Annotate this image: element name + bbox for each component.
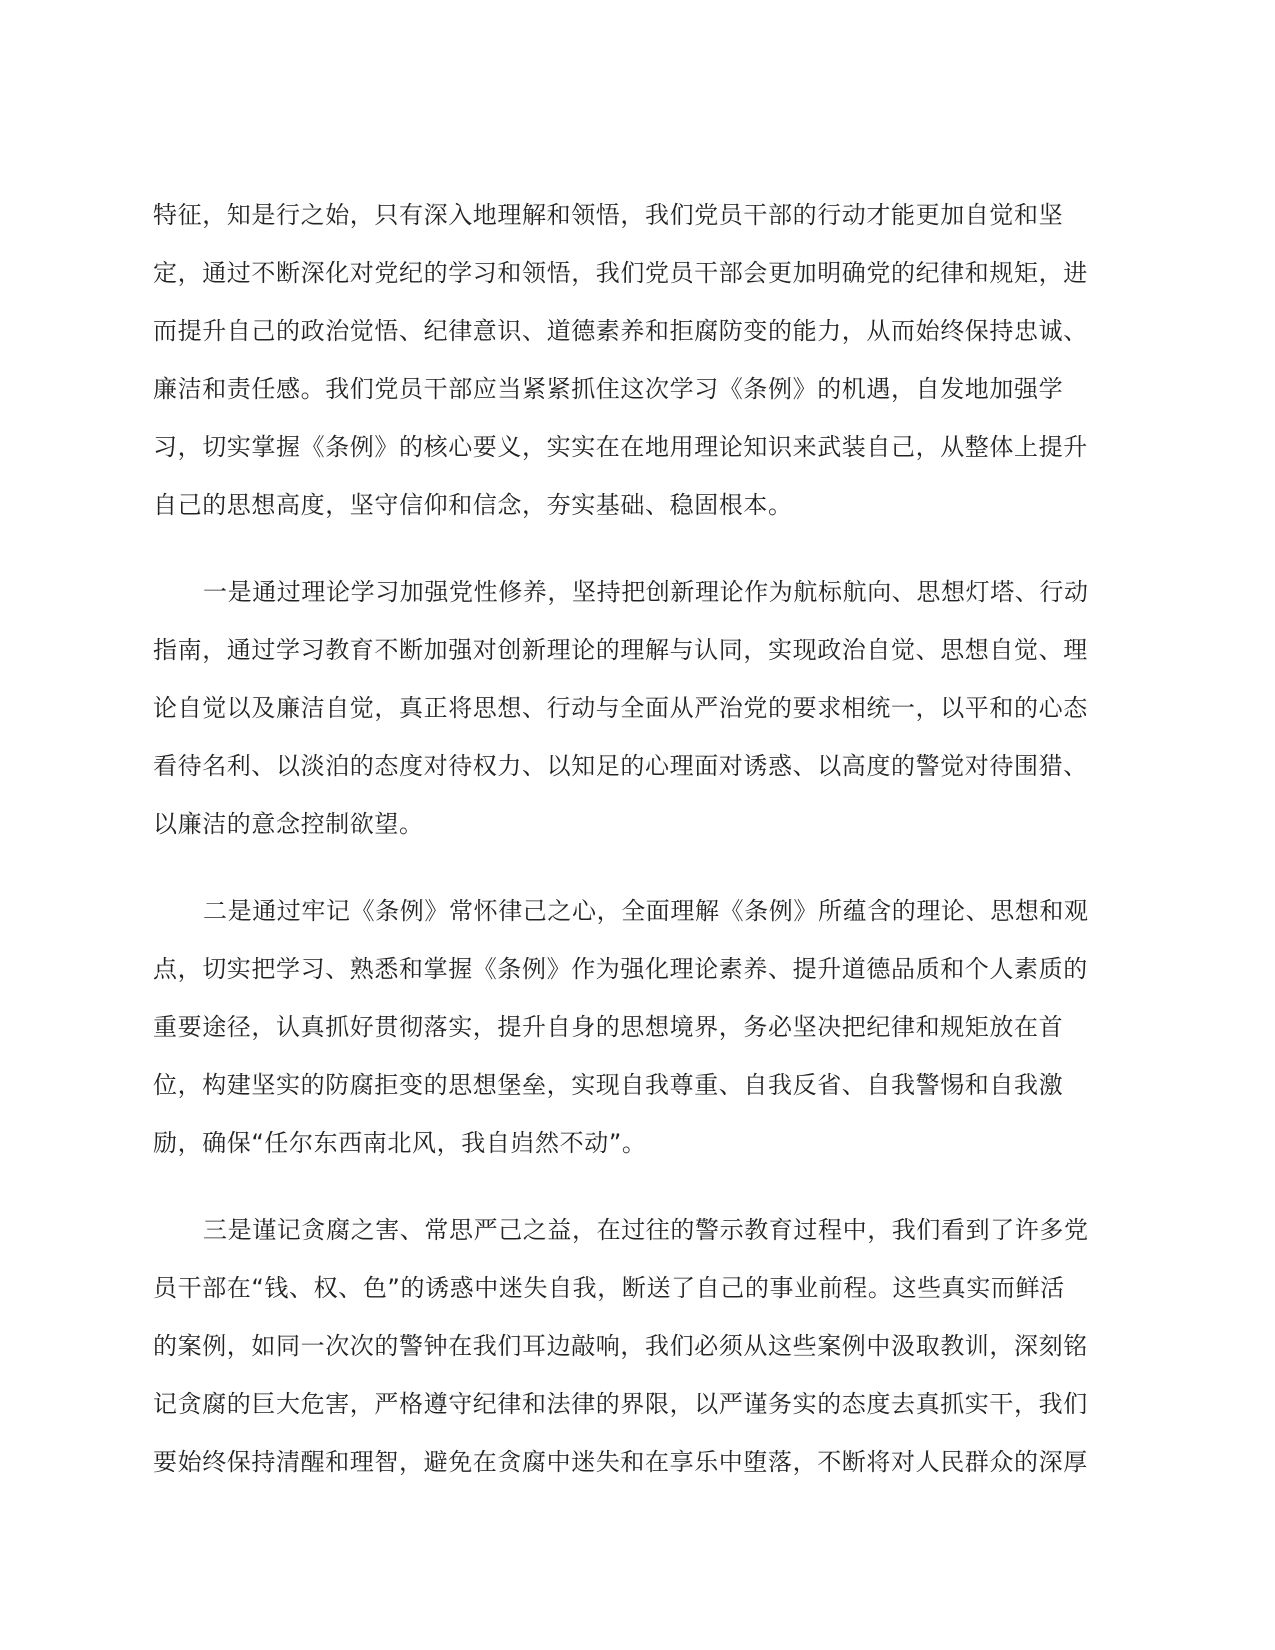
text-line: 指南，通过学习教育不断加强对创新理论的理解与认同，实现政治自觉、思想自觉、理: [153, 636, 1088, 664]
text-line: 特征，知是行之始，只有深入地理解和领悟，我们党员干部的行动才能更加自觉和坚: [153, 201, 1064, 229]
text-line: 习，切实掌握《条例》的核心要义，实实在在地用理论知识来武装自己，从整体上提升: [153, 433, 1088, 461]
text-line: 而提升自己的政治觉悟、纪律意识、道德素养和拒腐防变的能力，从而始终保持忠诚、: [153, 317, 1088, 345]
text-line: 廉洁和责任感。我们党员干部应当紧紧抓住这次学习《条例》的机遇，自发地加强学: [153, 375, 1064, 403]
text-line: 看待名利、以淡泊的态度对待权力、以知足的心理面对诱惑、以高度的警觉对待围猎、: [153, 752, 1088, 780]
paragraph-point-three: [153, 1201, 1113, 1491]
text-line: 以廉洁的意念控制欲望。: [153, 810, 424, 838]
text-line: 励，确保“任尔东西南北风，我自岿然不动”。: [153, 1129, 647, 1157]
paragraph-intro: [153, 186, 1113, 534]
text-line: 二是通过牢记《条例》常怀律己之心，全面理解《条例》所蕴含的理论、思想和观: [203, 897, 1089, 925]
text-line: 论自觉以及廉洁自觉，真正将思想、行动与全面从严治党的要求相统一，以平和的心态: [153, 694, 1088, 722]
text-line: 自己的思想高度，坚守信仰和信念，夯实基础、稳固根本。: [153, 491, 793, 519]
text-line: 点，切实把学习、熟悉和掌握《条例》作为强化理论素养、提升道德品质和个人素质的: [153, 955, 1088, 983]
paragraph-point-two: [153, 882, 1113, 1172]
text-line: 三是谨记贪腐之害、常思严己之益，在过往的警示教育过程中，我们看到了许多党: [203, 1216, 1089, 1244]
text-line: 员干部在“钱、权、色”的诱惑中迷失自我，断送了自己的事业前程。这些真实而鲜活: [153, 1274, 1065, 1302]
text-line: 要始终保持清醒和理智，避免在贪腐中迷失和在享乐中堕落，不断将对人民群众的深厚: [153, 1448, 1088, 1476]
text-line: 一是通过理论学习加强党性修养，坚持把创新理论作为航标航向、思想灯塔、行动: [203, 578, 1089, 606]
text-line: 定，通过不断深化对党纪的学习和领悟，我们党员干部会更加明确党的纪律和规矩，进: [153, 259, 1088, 287]
text-line: 的案例，如同一次次的警钟在我们耳边敲响，我们必须从这些案例中汲取教训，深刻铭: [153, 1332, 1088, 1360]
text-line: 记贪腐的巨大危害，严格遵守纪律和法律的界限，以严谨务实的态度去真抓实干，我们: [153, 1390, 1088, 1418]
document-body: [153, 186, 1113, 1491]
text-line: 位，构建坚实的防腐拒变的思想堡垒，实现自我尊重、自我反省、自我警惕和自我激: [153, 1071, 1064, 1099]
text-line: 重要途径，认真抓好贯彻落实，提升自身的思想境界，务必坚决把纪律和规矩放在首: [153, 1013, 1064, 1041]
paragraph-point-one: [153, 563, 1113, 853]
